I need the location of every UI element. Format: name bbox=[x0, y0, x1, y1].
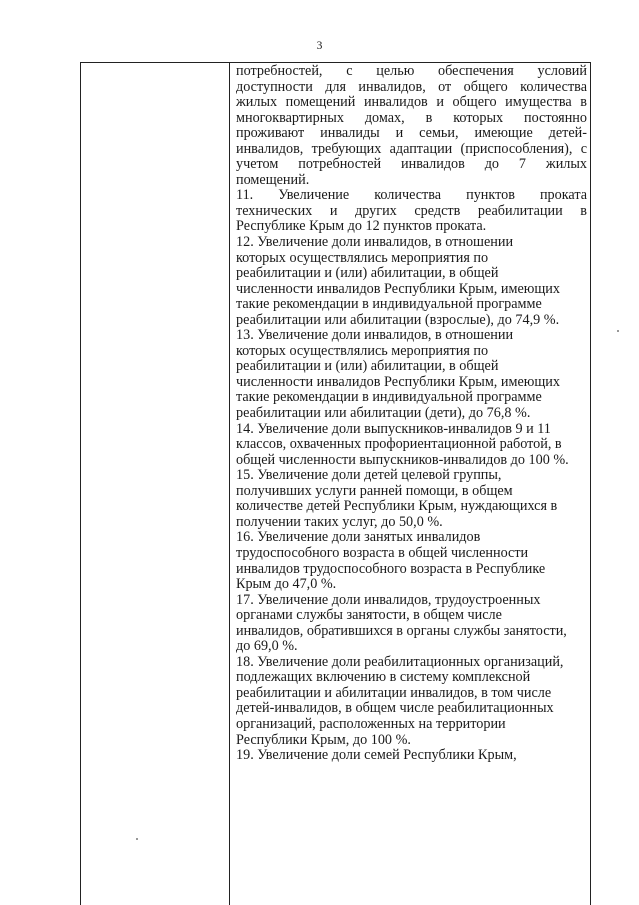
item-line: реабилитации или абилитации (взрослые), до 74,9 %. bbox=[236, 311, 560, 328]
item-line: организаций, расположенных на территории bbox=[236, 715, 506, 732]
item-line: которых осуществлялись мероприятия по bbox=[236, 342, 489, 359]
item-line: численности инвалидов Республики Крым, имеющих bbox=[236, 280, 560, 297]
list-item-13 bbox=[236, 328, 587, 421]
item-line: инвалидов, обратившихся в органы службы занятости, bbox=[236, 622, 567, 639]
item-line: 12. Увеличение доли инвалидов, в отношении bbox=[236, 234, 514, 251]
scan-speck bbox=[136, 838, 138, 840]
item-line: общей численности выпускников-инвалидов до 100 %. bbox=[236, 451, 569, 468]
item-line: 15. Увеличение доли детей целевой группы, bbox=[236, 467, 502, 484]
list-item-16 bbox=[236, 530, 587, 592]
item-line: инвалидов трудоспособного возраста в Республике bbox=[236, 560, 546, 577]
page-number: 3 bbox=[316, 40, 323, 52]
list-item-19 bbox=[236, 748, 587, 764]
intro-line: помещений. bbox=[236, 171, 310, 188]
document-table bbox=[80, 62, 591, 905]
intro-line: доступности для инвалидов, от общего количества bbox=[236, 78, 587, 95]
item-line: 13. Увеличение доли инвалидов, в отношении bbox=[236, 327, 514, 344]
item-line: реабилитации и абилитации инвалидов, в том числе bbox=[236, 684, 552, 701]
item-line: детей-инвалидов, в общем числе реабилитационных bbox=[236, 700, 554, 717]
item-line: 17. Увеличение доли инвалидов, трудоустроенных bbox=[236, 591, 541, 608]
intro-line: проживают инвалиды и семьи, имеющие детей- bbox=[236, 125, 587, 142]
list-item-12 bbox=[236, 235, 587, 328]
item-line: трудоспособного возраста в общей численности bbox=[236, 544, 529, 561]
table-column-divider bbox=[229, 63, 230, 905]
table-left-cell bbox=[81, 63, 229, 905]
item-line: 14. Увеличение доли выпускников-инвалидов 9 и 11 bbox=[236, 420, 551, 437]
intro-line: инвалидов, требующих адаптации (приспособления), с bbox=[236, 140, 587, 157]
item-line: 11. Увеличение количества пунктов проката bbox=[236, 187, 587, 204]
item-line: получивших услуги ранней помощи, в общем bbox=[236, 482, 513, 499]
intro-line: учетом потребностей инвалидов до 7 жилых bbox=[236, 156, 587, 173]
list-item-17 bbox=[236, 593, 587, 655]
item-line: 18. Увеличение доли реабилитационных организаций, bbox=[236, 653, 564, 670]
intro-line: жилых помещений инвалидов и общего имущества в bbox=[236, 94, 587, 111]
item-line: численности инвалидов Республики Крым, имеющих bbox=[236, 373, 560, 390]
item-line: Крым до 47,0 %. bbox=[236, 576, 337, 593]
list-item-14 bbox=[236, 422, 587, 469]
item-line: до 69,0 %. bbox=[236, 638, 298, 655]
item-line: получении таких услуг, до 50,0 %. bbox=[236, 513, 443, 530]
item-line: Республики Крым, до 100 %. bbox=[236, 731, 411, 748]
item-line: технических и других средств реабилитации в bbox=[236, 202, 587, 219]
table-right-cell bbox=[236, 64, 587, 764]
item-line: подлежащих включению в систему комплексной bbox=[236, 669, 531, 686]
intro-line: многоквартирных домах, в которых постоянно bbox=[236, 109, 587, 126]
item-line: количестве детей Республики Крым, нуждающихся в bbox=[236, 498, 558, 515]
item-line: реабилитации и (или) абилитации, в общей bbox=[236, 265, 499, 282]
item-line: такие рекомендации в индивидуальной программе bbox=[236, 296, 542, 313]
item-line: 19. Увеличение доли семей Республики Крым, bbox=[236, 747, 517, 764]
item-line: которых осуществлялись мероприятия по bbox=[236, 249, 489, 266]
item-line: реабилитации или абилитации (дети), до 76,8 %. bbox=[236, 405, 531, 422]
item-line: 16. Увеличение доли занятых инвалидов bbox=[236, 529, 481, 546]
list-item-11 bbox=[236, 188, 587, 235]
list-item-18 bbox=[236, 655, 587, 748]
scan-speck bbox=[617, 330, 619, 332]
item-line: органами службы занятости, в общем числе bbox=[236, 607, 502, 624]
intro-paragraph bbox=[236, 64, 587, 188]
item-line: реабилитации и (или) абилитации, в общей bbox=[236, 358, 499, 375]
item-line: Республике Крым до 12 пунктов проката. bbox=[236, 218, 487, 235]
item-line: такие рекомендации в индивидуальной программе bbox=[236, 389, 542, 406]
item-line: классов, охваченных профориентационной работой, в bbox=[236, 436, 562, 453]
list-item-15 bbox=[236, 468, 587, 530]
intro-line: потребностей, с целью обеспечения условий bbox=[236, 63, 587, 79]
